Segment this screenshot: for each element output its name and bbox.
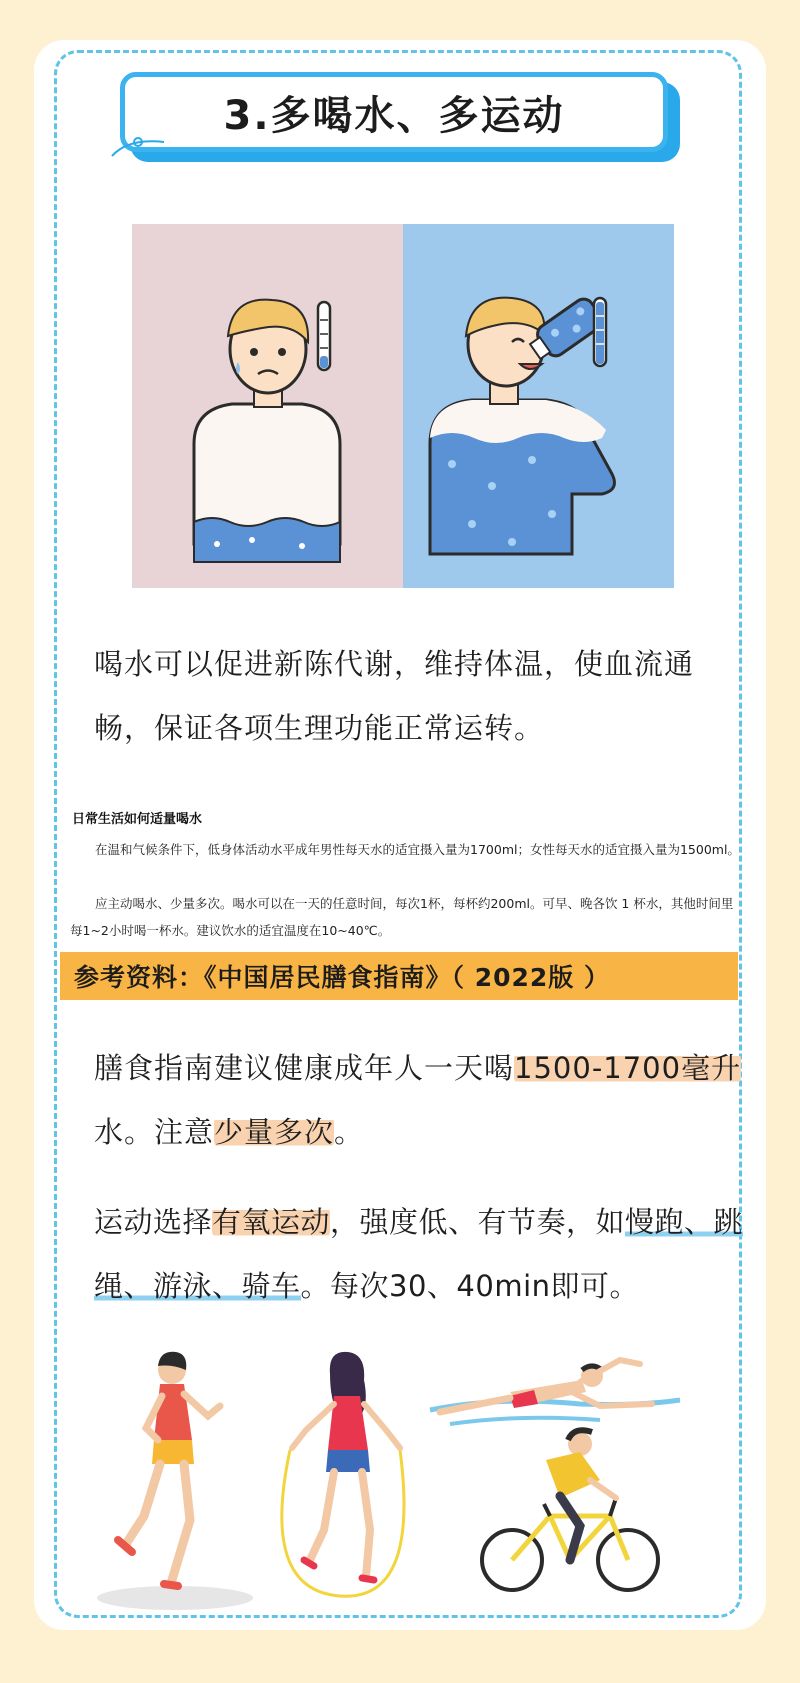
runner-figure (97, 1352, 253, 1610)
reference-title: 日常生活如何适量喝水 (72, 812, 203, 827)
reference-paragraph-1: 在温和气候条件下，低身体活动水平成年男性每天水的适宜摄入量为1700ml；女性每天水的适宜摄入量为1500ml。 (95, 842, 740, 857)
source-bar (60, 952, 738, 1000)
title-box (120, 72, 668, 152)
highlight-frequency: 少量多次 (214, 1115, 335, 1149)
jump-rope-figure (282, 1352, 404, 1596)
hydration-illustration (132, 224, 674, 588)
reference-paragraph-2: 应主动喝水、少量多次。喝水可以在一天的任意时间，每次1杯，每杯约200ml。可早、晚各饮 1 杯水，其他时间里每1~2小时喝一杯水。建议饮水的适宜温度在10~40℃。 (70, 896, 734, 938)
full-water-meter-icon (594, 298, 606, 366)
low-water-meter-icon (318, 302, 330, 370)
paragraph-water-benefits: 喝水可以促进新陈代谢，维持体温，使血流通畅，保证各项生理功能正常运转。 (94, 647, 695, 745)
text-segment: 水。注意 (94, 1115, 215, 1149)
sports-illustration (80, 1340, 720, 1610)
highlight-aerobic: 有氧运动 (212, 1205, 331, 1239)
text-segment: 膳食指南建议健康成年人一天喝 (94, 1051, 515, 1085)
title-banner (120, 72, 680, 168)
highlight-intake-amount: 1500-1700毫升 (514, 1051, 742, 1085)
page-title: 3.多喝水、多运动 (223, 92, 565, 139)
text-segment: 。每次30、40min即可。 (300, 1269, 640, 1303)
paragraph-intake-advice (94, 1036, 744, 1164)
source-text: 参考资料：《中国居民膳食指南》（ 2022版 ） (74, 963, 610, 992)
cyclist-figure (482, 1430, 658, 1590)
text-segment: 。 (334, 1115, 365, 1149)
text-segment: 运动选择 (94, 1205, 213, 1239)
swimmer-figure (430, 1360, 680, 1424)
swoosh-decoration-icon (108, 130, 168, 160)
highlight-exercise-types: 慢跑、跳绳、游泳、骑车 (94, 1205, 744, 1303)
text-segment: ，强度低、有节奏，如 (330, 1205, 626, 1239)
paragraph-exercise-advice (94, 1190, 754, 1318)
